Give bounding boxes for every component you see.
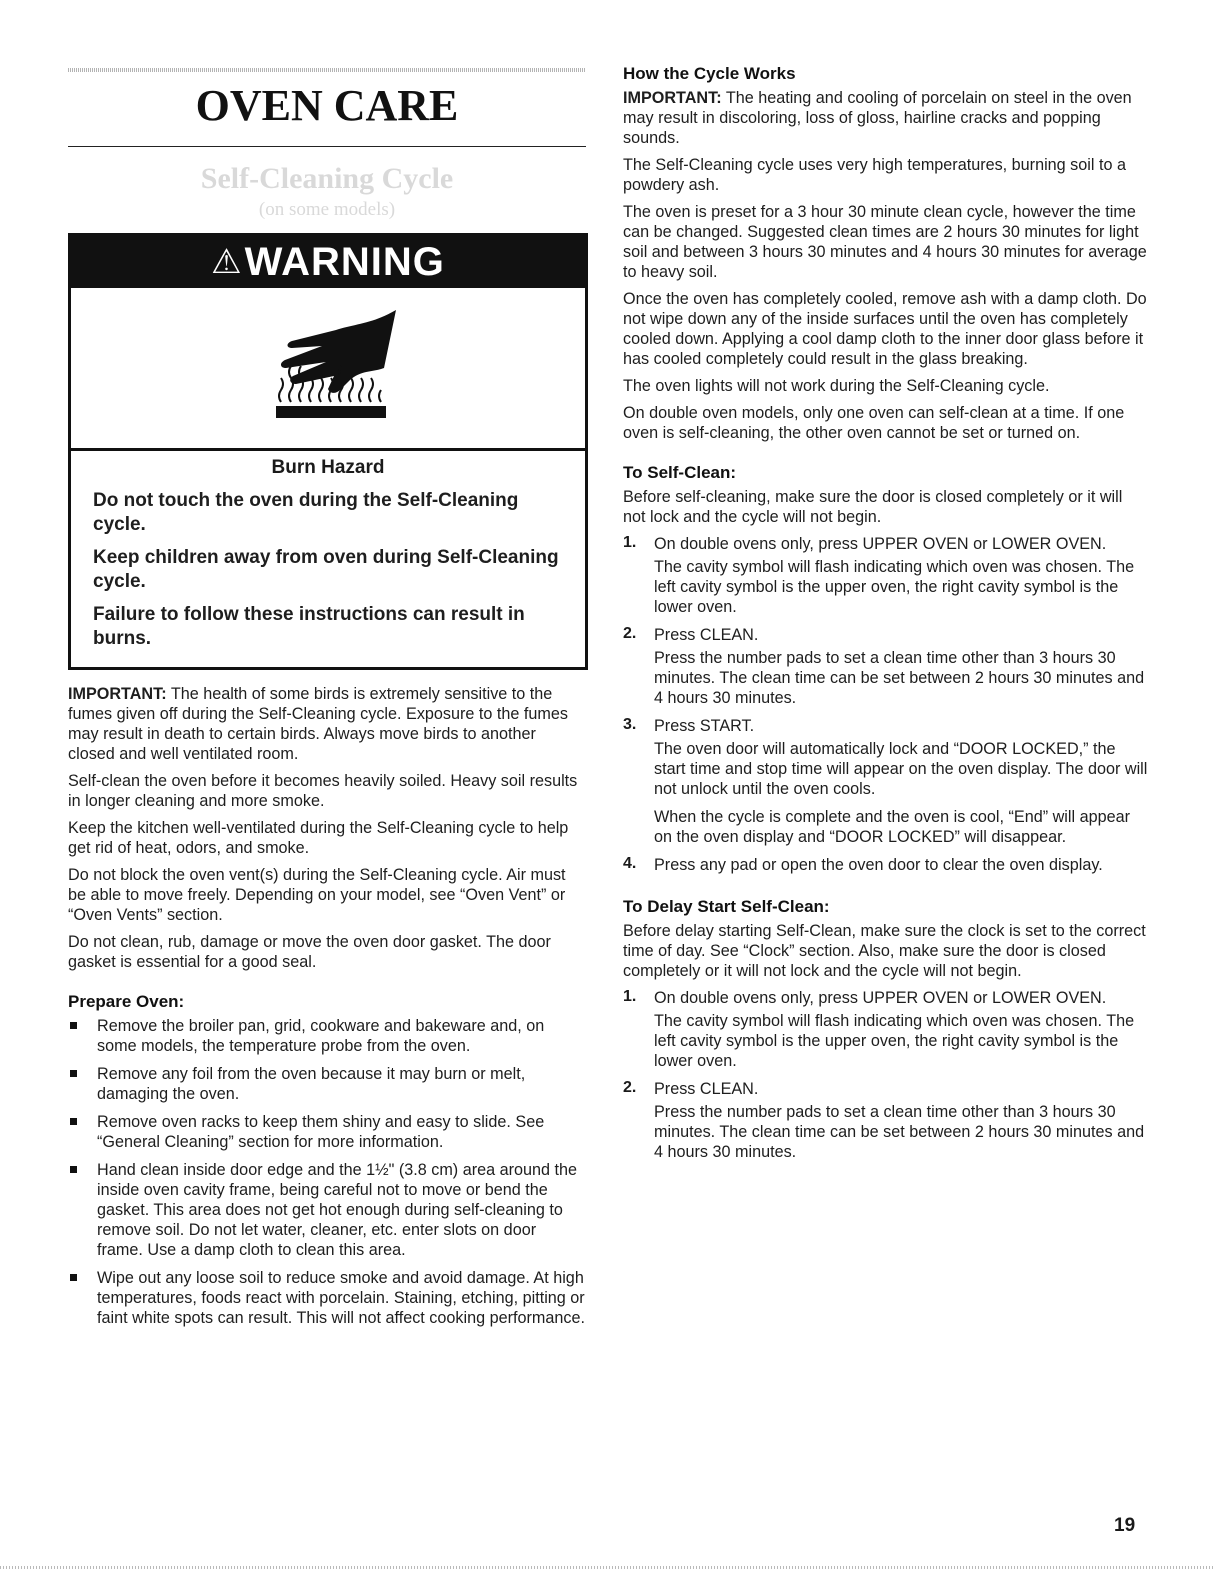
warning-line: Do not touch the oven during the Self-Cleaning cycle.	[93, 490, 519, 535]
cycle-important-paragraph: IMPORTANT: The heating and cooling of porcelain on steel in the oven may result in discoloring, loss of gloss, hairline cracks and popping sounds.	[623, 89, 1132, 147]
page-number: 19	[1114, 1515, 1136, 1536]
bullet-icon	[70, 1274, 77, 1281]
self-clean-intro: Before self-cleaning, make sure the door is closed completely or it will not lock and the cycle will not begin.	[623, 488, 1123, 526]
title-divider	[68, 146, 586, 147]
step-item: 1. On double ovens only, press UPPER OVEN or LOWER OVEN.	[623, 988, 1107, 1007]
step-detail: Press the number pads to set a clean time other than 3 hours 30 minutes. The clean time can be set between 2 hours 30 minutes and 4 hours 30 minutes.	[654, 649, 1145, 707]
body-paragraph: Keep the kitchen well-ventilated during the Self-Cleaning cycle to help get rid of heat, odors, and smoke.	[68, 819, 569, 857]
body-paragraph: Once the oven has completely cooled, remove ash with a damp cloth. Do not wipe down any of the inside surfaces until the oven has completely cooled down. Applying a cool damp cloth to the inner door glass before it has cooled completely could result in the glass breaking.	[623, 290, 1147, 368]
self-clean-heading: To Self-Clean:	[623, 463, 737, 482]
warning-box	[68, 233, 588, 670]
body-paragraph: The Self-Cleaning cycle uses very high temperatures, burning soil to a powdery ash.	[623, 156, 1126, 194]
body-paragraph: Do not clean, rub, damage or move the oven door gasket. The door gasket is essential for a good seal.	[68, 933, 551, 971]
warning-triangle-icon: ⚠	[211, 243, 243, 281]
bullet-icon	[70, 1022, 77, 1029]
list-item: Remove any foil from the oven because it may burn or melt, damaging the oven.	[68, 1064, 586, 1104]
left-column-body	[68, 684, 586, 1336]
footer-dotted-rule	[0, 1566, 1213, 1569]
header-dotted-rule	[68, 68, 586, 72]
list-item: Remove oven racks to keep them shiny and easy to slide. See “General Cleaning” section for more information.	[68, 1112, 586, 1152]
warning-pictogram	[71, 288, 585, 451]
section-subnote: (on some models)	[258, 199, 396, 220]
list-item: Hand clean inside door edge and the 1½" (3.8 cm) area around the inside oven cavity frame, being careful not to move or bend the gasket. This area does not get hot enough during self-cleaning to remove soil. Do not let water, cleaner, etc. enter slots on door frame. Use a damp cloth to clean this area.	[68, 1160, 586, 1260]
step-item: 4. Press any pad or open the oven door to clear the oven display.	[623, 855, 1103, 874]
warning-line: Keep children away from oven during Self-Cleaning cycle.	[93, 547, 559, 592]
prepare-oven-heading: Prepare Oven:	[68, 992, 185, 1011]
warning-text	[71, 451, 585, 651]
bullet-icon	[70, 1166, 77, 1173]
cycle-heading: How the Cycle Works	[623, 64, 796, 83]
warning-header	[71, 236, 585, 288]
bullet-icon	[70, 1118, 77, 1125]
bullet-icon	[70, 1070, 77, 1077]
section-title: Self-Cleaning Cycle	[200, 162, 454, 195]
right-column	[623, 64, 1148, 1170]
list-item: Remove the broiler pan, grid, cookware and bakeware and, on some models, the temperature probe from the oven.	[68, 1016, 586, 1056]
step-detail: When the cycle is complete and the oven is cool, “End” will appear on the oven display and “DOOR LOCKED” will disappear.	[654, 808, 1130, 846]
step-item: 2. Press CLEAN.	[623, 625, 759, 644]
delay-start-heading: To Delay Start Self-Clean:	[623, 897, 830, 916]
body-paragraph: The oven lights will not work during the Self-Cleaning cycle.	[623, 377, 1050, 395]
step-item: 2. Press CLEAN.	[623, 1079, 759, 1098]
step-detail: The cavity symbol will flash indicating which oven was chosen. The left cavity symbol is the upper oven, the right cavity symbol is the lower oven.	[654, 558, 1135, 616]
step-item: 3. Press START.	[623, 716, 755, 735]
step-detail: The oven door will automatically lock and “DOOR LOCKED,” the start time and stop time will appear on the oven display. The door will not unlock until the oven cools.	[654, 740, 1148, 798]
body-paragraph: Do not block the oven vent(s) during the Self-Cleaning cycle. Air must be able to move freely. Depending on your model, see “Oven Vent” or “Oven Vents” section.	[68, 866, 566, 924]
hazard-label: Burn Hazard	[271, 457, 385, 478]
body-paragraph: The oven is preset for a 3 hour 30 minute clean cycle, however the time can be changed. Suggested clean times are 2 hours 30 minutes for light soil and between 3 hours 30 minutes and 4 hours 30 minutes for average to heavy soil.	[623, 203, 1147, 281]
step-item: 1. On double ovens only, press UPPER OVEN or LOWER OVEN.	[623, 534, 1107, 553]
body-paragraph: Self-clean the oven before it becomes heavily soiled. Heavy soil results in longer cleaning and more smoke.	[68, 772, 578, 810]
hot-surface-hand-icon	[256, 306, 406, 426]
warning-line: Failure to follow these instructions can result in burns.	[93, 604, 525, 649]
body-paragraph: On double oven models, only one oven can self-clean at a time. If one oven is self-cleaning, the other oven cannot be set or turned on.	[623, 404, 1125, 442]
list-item: Wipe out any loose soil to reduce smoke and avoid damage. At high temperatures, foods react with porcelain. Staining, etching, pitting or faint white spots can result. This will not affect cooking performance.	[68, 1268, 586, 1328]
step-detail: Press the number pads to set a clean time other than 3 hours 30 minutes. The clean time can be set between 2 hours 30 minutes and 4 hours 30 minutes.	[654, 1103, 1145, 1161]
step-detail: The cavity symbol will flash indicating which oven was chosen. The left cavity symbol is the upper oven, the right cavity symbol is the lower oven.	[654, 1012, 1135, 1070]
delay-start-intro: Before delay starting Self-Clean, make sure the clock is set to the correct time of day. See “Clock” section. Also, make sure the door is closed completely or it will not lock and the cycle will not begin.	[623, 922, 1146, 980]
important-birds-paragraph: IMPORTANT: The health of some birds is extremely sensitive to the fumes given off during the Self-Cleaning cycle. Exposure to the fumes may result in death to certain birds. Always move birds to another closed and well ventilated room.	[68, 685, 568, 763]
page-title: OVEN CARE	[195, 81, 459, 130]
warning-heading: WARNING	[244, 239, 445, 284]
